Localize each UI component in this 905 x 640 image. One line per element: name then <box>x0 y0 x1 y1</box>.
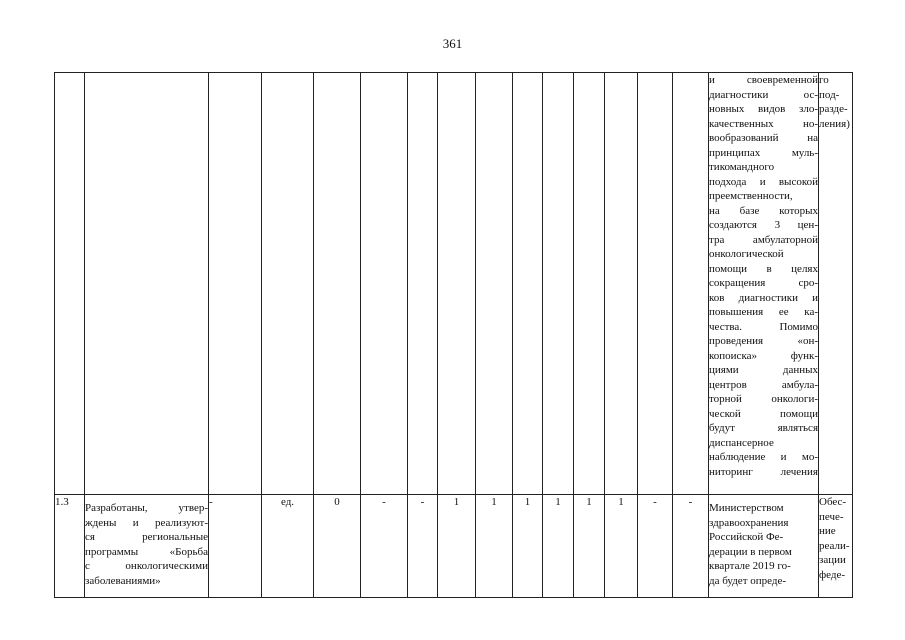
cell-empty <box>476 73 513 495</box>
cell-empty <box>638 73 673 495</box>
cell-empty <box>314 73 361 495</box>
cell-value-1: - <box>361 495 408 598</box>
cell-empty <box>543 73 574 495</box>
cell-value-10: - <box>673 495 709 598</box>
cell-description-continued: и своевременной диагностики ос- новных видов зло- качественных но- вообразований на принципах муль- тикомандного подхода и высокой преемственности, на базе которых создаются 3 цен- тра амбулаторной онкологической помощи в целях сокращения сро- ков диагностики и повышения ее ка- чества. Помимо проведения «он- копоиска» функ- циями данных центров амбула- торной онкологи- ческой помощи будут являться диспансерное наблюдение и мо- ниторинг лечения <box>709 73 819 495</box>
cell-value-9: - <box>638 495 673 598</box>
cell-empty <box>408 73 438 495</box>
cell-value-7: 1 <box>574 495 605 598</box>
cell-value-4: 1 <box>476 495 513 598</box>
cell-value-5: 1 <box>513 495 543 598</box>
cell-value-2: - <box>408 495 438 598</box>
cell-value-6: 1 <box>543 495 574 598</box>
cell-empty <box>513 73 543 495</box>
cell-empty <box>438 73 476 495</box>
cell-row-description: Министерством здравоохранения Российской Фе- дерации в первом квартале 2019 го- да будет опреде- <box>709 495 819 598</box>
cell-row-name: Разработаны, утвер- ждены и реализуют- ся региональные программы «Борьба с онкологическими заболеваниями» <box>85 495 209 598</box>
cell-row-note: Обес- пече- ние реали- зации феде- <box>819 495 853 598</box>
cell-value-8: 1 <box>605 495 638 598</box>
page-number: 361 <box>442 36 463 51</box>
cell-empty <box>605 73 638 495</box>
cell-name-empty <box>85 73 209 495</box>
cell-base-value: 0 <box>314 495 361 598</box>
table-row-continued <box>55 73 853 495</box>
cell-value-3: 1 <box>438 495 476 598</box>
cell-note-continued: го под- разде- ления) <box>819 73 853 495</box>
cell-empty <box>209 73 262 495</box>
cell-empty <box>262 73 314 495</box>
cell-row-number: 1.3 <box>55 495 85 598</box>
cell-empty <box>361 73 408 495</box>
cell-col3: - <box>209 495 262 598</box>
table-row-1-3 <box>55 495 853 598</box>
cell-unit: ед. <box>262 495 314 598</box>
cell-number-empty <box>55 73 85 495</box>
cell-empty <box>574 73 605 495</box>
cell-empty <box>673 73 709 495</box>
program-table <box>54 72 853 598</box>
